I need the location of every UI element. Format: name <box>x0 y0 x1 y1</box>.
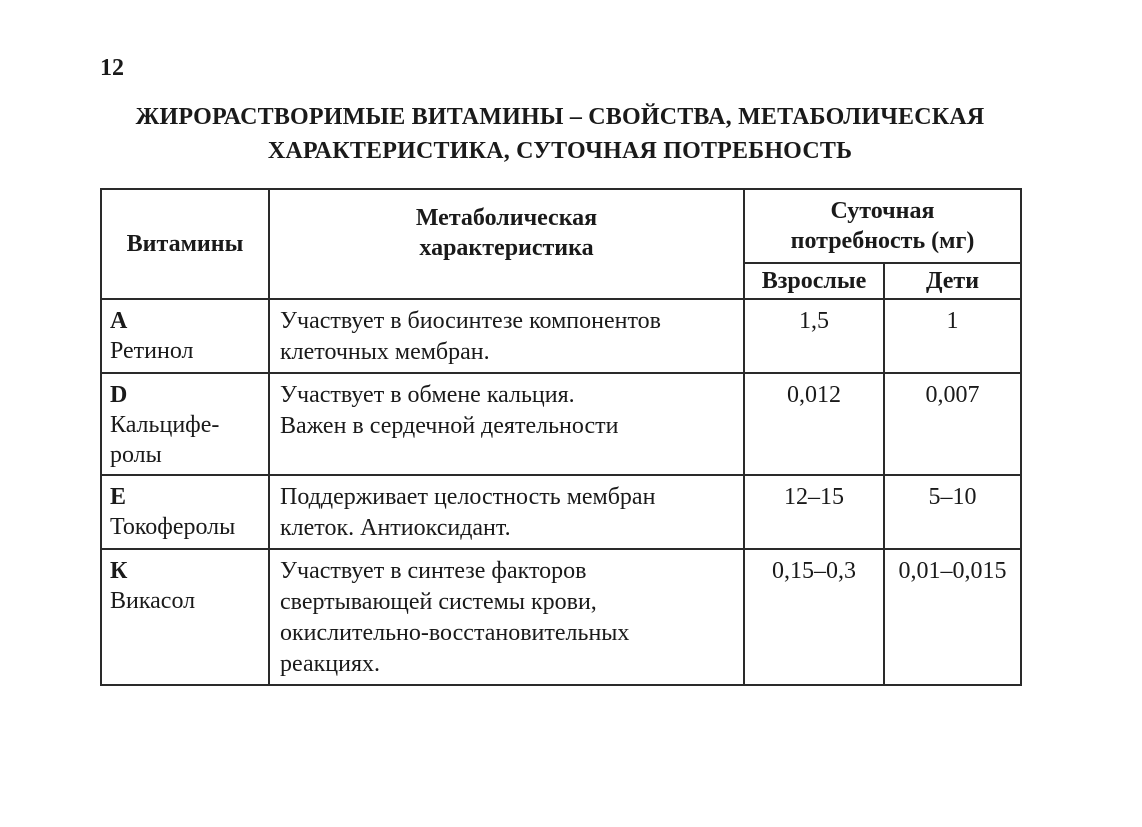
vitamin-name-cell <box>101 549 269 685</box>
children-value: 0,007 <box>884 373 1021 475</box>
vitamin-description <box>269 475 744 549</box>
header-adults: Взрослые <box>744 263 884 299</box>
adults-value: 12–15 <box>744 475 884 549</box>
children-value: 5–10 <box>884 475 1021 549</box>
page-title-line-2: ХАРАКТЕРИСТИКА, СУТОЧНАЯ ПОТРЕБНОСТЬ <box>267 138 853 164</box>
page-title <box>100 100 1020 168</box>
page-number: 12 <box>100 55 124 81</box>
header-metabolic-line-1: Метаболическая <box>415 205 598 231</box>
vitamin-name: Викасол <box>110 588 196 614</box>
table-row-vitamin-e <box>101 475 1021 549</box>
vitamin-name-cell <box>101 475 269 549</box>
vitamin-name-cell <box>101 299 269 373</box>
description-line: Участвует в биосинтезе компонентов <box>280 308 661 334</box>
page-title-line-1: ЖИРОРАСТВОРИМЫЕ ВИТАМИНЫ – СВОЙСТВА, МЕТАБОЛИЧЕСКАЯ <box>135 104 985 130</box>
header-metabolic-line-2: характеристика <box>419 235 594 261</box>
vitamin-letter: Е <box>110 484 127 510</box>
vitamin-letter: А <box>110 308 128 334</box>
description-line: Участвует в синтезе факторов <box>280 558 587 584</box>
children-value: 0,01–0,015 <box>884 549 1021 685</box>
table-row-vitamin-d <box>101 373 1021 475</box>
description-line: Важен в сердечной деятельности <box>280 413 619 439</box>
description-line: Поддерживает целостность мембран <box>280 484 656 510</box>
vitamin-name: Ретинол <box>110 338 194 364</box>
vitamin-name: ролы <box>110 442 162 468</box>
table-row-vitamin-k <box>101 549 1021 685</box>
vitamin-letter: К <box>110 558 128 584</box>
vitamin-description <box>269 549 744 685</box>
adults-value: 0,012 <box>744 373 884 475</box>
description-line: Участвует в обмене кальция. <box>280 382 575 408</box>
description-line: свертывающей системы крови, <box>280 589 597 615</box>
description-line: клеточных мембран. <box>280 339 490 365</box>
vitamin-name: Кальцифе- <box>110 412 220 438</box>
vitamin-letter: D <box>110 382 128 408</box>
header-daily-requirement <box>744 189 1021 263</box>
vitamin-name-cell <box>101 373 269 475</box>
header-daily-line-2: потребность (мг) <box>790 228 975 254</box>
header-daily-line-1: Суточная <box>830 198 935 224</box>
vitamins-table <box>100 188 1022 686</box>
adults-value: 1,5 <box>744 299 884 373</box>
adults-value: 0,15–0,3 <box>744 549 884 685</box>
header-metabolic <box>269 189 744 299</box>
vitamin-description <box>269 299 744 373</box>
description-line: окислительно-восстановительных <box>280 620 630 646</box>
vitamin-description <box>269 373 744 475</box>
header-vitamins: Витамины <box>101 189 269 299</box>
children-value: 1 <box>884 299 1021 373</box>
vitamin-name: Токоферолы <box>110 514 236 540</box>
description-line: реакциях. <box>280 651 380 677</box>
table-row-vitamin-a <box>101 299 1021 373</box>
header-children: Дети <box>884 263 1021 299</box>
description-line: клеток. Антиоксидант. <box>280 515 511 541</box>
